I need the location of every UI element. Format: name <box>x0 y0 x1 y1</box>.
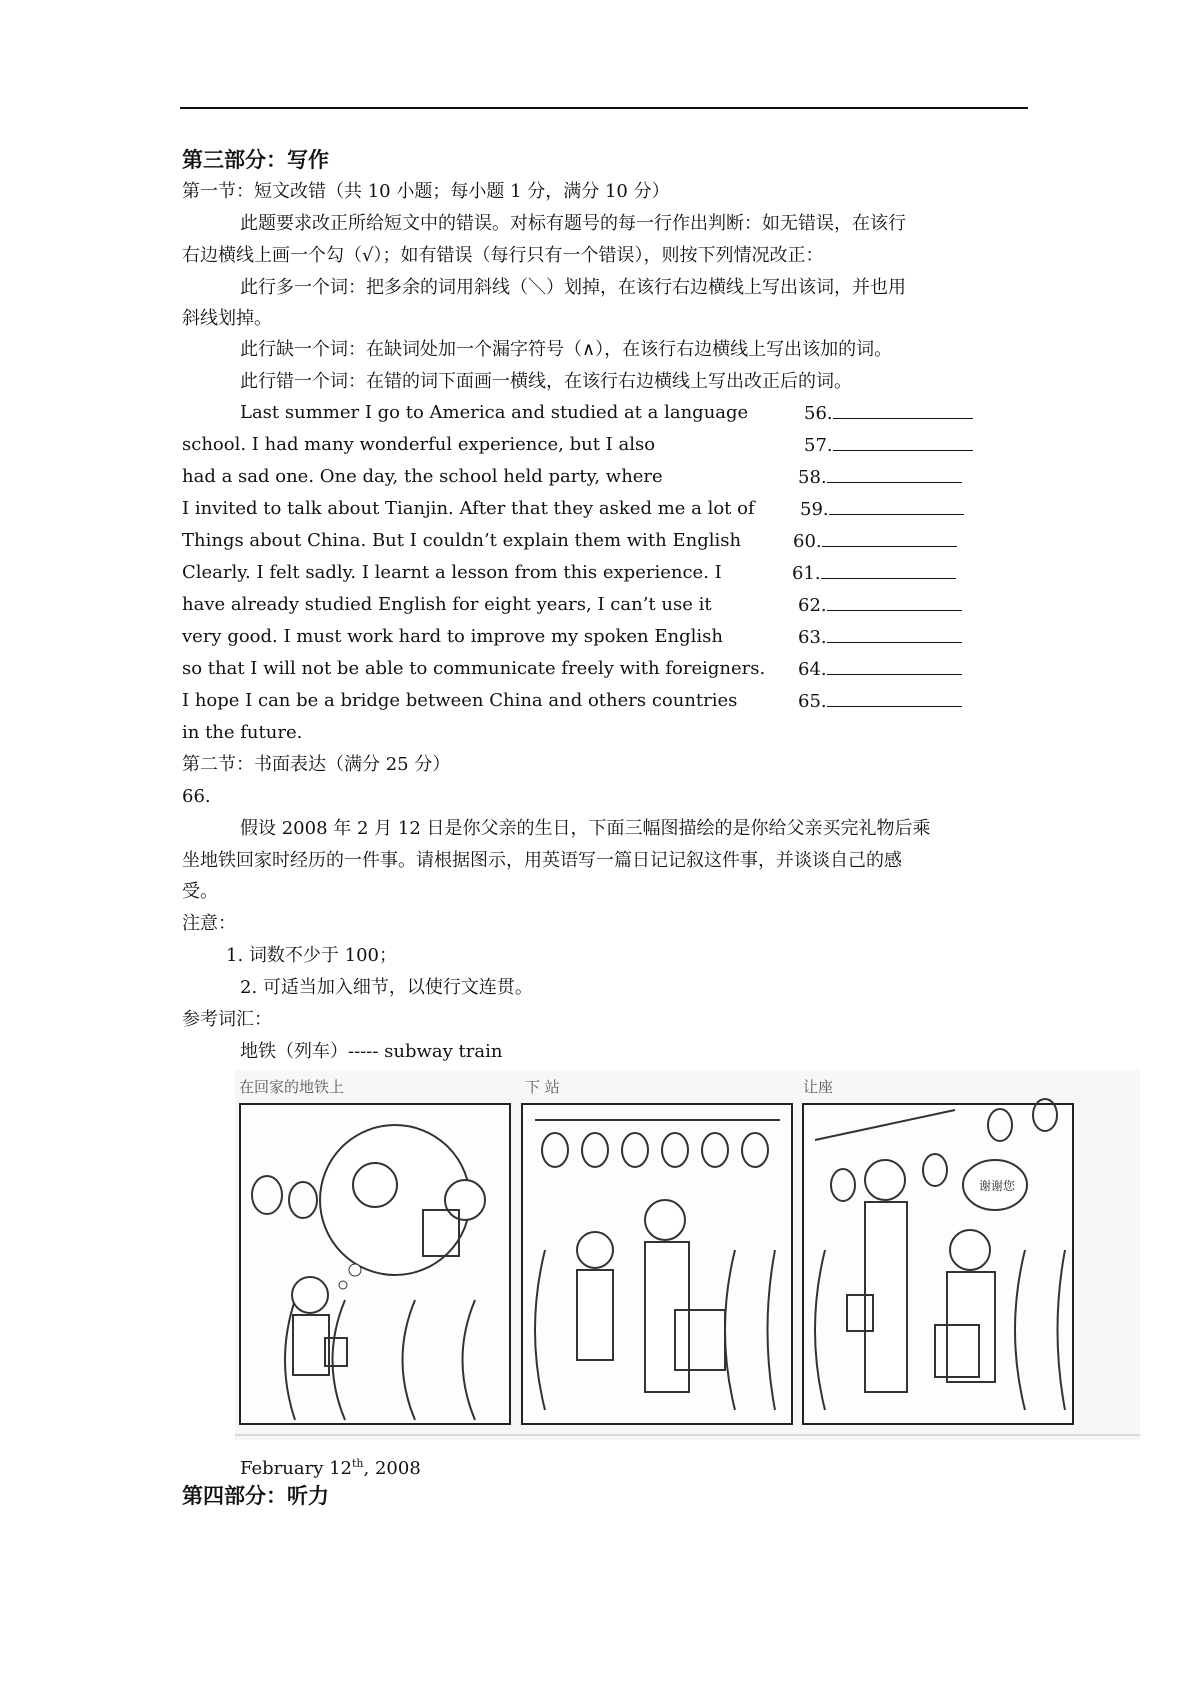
section2-title: 第二节：书面表达（满分 25 分） <box>182 754 451 775</box>
boy-head <box>865 1160 905 1200</box>
date-sup: th <box>352 1457 364 1470</box>
prompt-line: 假设 2008 年 2 月 12 日是你父亲的生日，下面三幅图描绘的是你给父亲买完礼物后乘 <box>240 818 931 839</box>
boy-face <box>445 1180 485 1220</box>
header-rule <box>180 107 1028 109</box>
panel-1 <box>239 1078 510 1424</box>
panel-caption: 让座 <box>803 1078 834 1096</box>
instruction-line: 右边横线上画一个勾（√）；如有错误（每行只有一个错误），则按下列情况改正： <box>182 245 824 266</box>
answer-blank-58[interactable]: 58. <box>798 465 962 490</box>
note-item: 1. 词数不少于 100； <box>226 945 397 966</box>
passage-line: Things about China. But I couldn’t explain them with English <box>182 530 742 551</box>
prompt-line: 受。 <box>182 881 218 902</box>
answer-blank-63[interactable]: 63. <box>798 625 962 650</box>
diary-date <box>240 1452 421 1481</box>
old-woman-body <box>947 1272 995 1382</box>
panel-3 <box>803 1078 1073 1424</box>
answer-blank-59[interactable]: 59. <box>800 497 964 522</box>
old-woman-head <box>950 1230 990 1270</box>
part4-title: 第四部分：听力 <box>182 1483 329 1508</box>
part3-title: 第三部分：写作 <box>182 147 329 172</box>
passage-line: I hope I can be a bridge between China and others countries <box>182 690 738 711</box>
thought-dot <box>339 1281 347 1289</box>
boy-head <box>577 1232 613 1268</box>
comic-svg <box>235 1070 1140 1440</box>
instruction-line: 斜线划掉。 <box>182 308 272 329</box>
answer-blank-65[interactable]: 65. <box>798 689 962 714</box>
boy-head <box>292 1277 328 1313</box>
note-item: 2. 可适当加入细节，以使行文连贯。 <box>240 977 533 998</box>
passage-line: Clearly. I felt sadly. I learnt a lesson from this experience. I <box>182 562 722 583</box>
instruction-line: 此行错一个词：在错的词下面画一横线，在该行右边横线上写出改正后的词。 <box>240 371 852 392</box>
panel-2 <box>522 1078 792 1424</box>
old-woman-head <box>645 1200 685 1240</box>
instruction-line: 此题要求改正所给短文中的错误。对标有题号的每一行作出判断：如无错误，在该行 <box>240 213 906 234</box>
comic-illustration <box>235 1070 1140 1440</box>
passage-line: very good. I must work hard to improve my spoken English <box>182 626 723 647</box>
panel-caption: 在回家的地铁上 <box>239 1078 345 1096</box>
passage-line: school. I had many wonderful experience, but I also <box>182 434 656 455</box>
answer-blank-60[interactable]: 60. <box>793 529 957 554</box>
instruction-line: 此行缺一个词：在缺词处加一个漏字符号（∧），在该行右边横线上写出该加的词。 <box>240 339 893 360</box>
father-face <box>353 1163 397 1207</box>
speech-text: 谢谢您 <box>979 1179 1016 1193</box>
note-title: 注意： <box>182 913 236 934</box>
vocab-entry: 地铁（列车）----- subway train <box>240 1041 503 1062</box>
passage-line: so that I will not be able to communicate freely with foreigners. <box>182 658 766 679</box>
section1-title: 第一节：短文改错（共 10 小题；每小题 1 分，满分 10 分） <box>182 181 670 202</box>
date-tail: , 2008 <box>363 1458 421 1479</box>
date-main: February 12 <box>240 1458 353 1479</box>
boy-standing-body <box>865 1202 907 1392</box>
answer-blank-61[interactable]: 61. <box>792 561 956 586</box>
passage-line: Last summer I go to America and studied at a language <box>240 402 749 423</box>
passage-line: have already studied English for eight years, I can’t use it <box>182 594 712 615</box>
passage-line: I invited to talk about Tianjin. After that they asked me a lot of <box>182 498 755 519</box>
boy-body <box>577 1270 613 1360</box>
thought-dot <box>349 1264 361 1276</box>
answer-blank-64[interactable]: 64. <box>798 657 962 682</box>
answer-blank-57[interactable]: 57. <box>804 433 973 458</box>
question-number: 66. <box>182 786 211 807</box>
boy-body <box>293 1315 329 1375</box>
answer-blank-56[interactable]: 56. <box>804 401 973 426</box>
panel-caption: 下 站 <box>525 1078 560 1096</box>
passage-line: had a sad one. One day, the school held party, where <box>182 466 663 487</box>
instruction-line: 此行多一个词：把多余的词用斜线（＼）划掉，在该行右边横线上写出该词，并也用 <box>240 277 906 298</box>
answer-blank-62[interactable]: 62. <box>798 593 962 618</box>
passage-line: in the future. <box>182 722 303 743</box>
vocab-title: 参考词汇： <box>182 1009 272 1030</box>
prompt-line: 坐地铁回家时经历的一件事。请根据图示，用英语写一篇日记记叙这件事，并谈谈自己的感 <box>182 850 902 871</box>
